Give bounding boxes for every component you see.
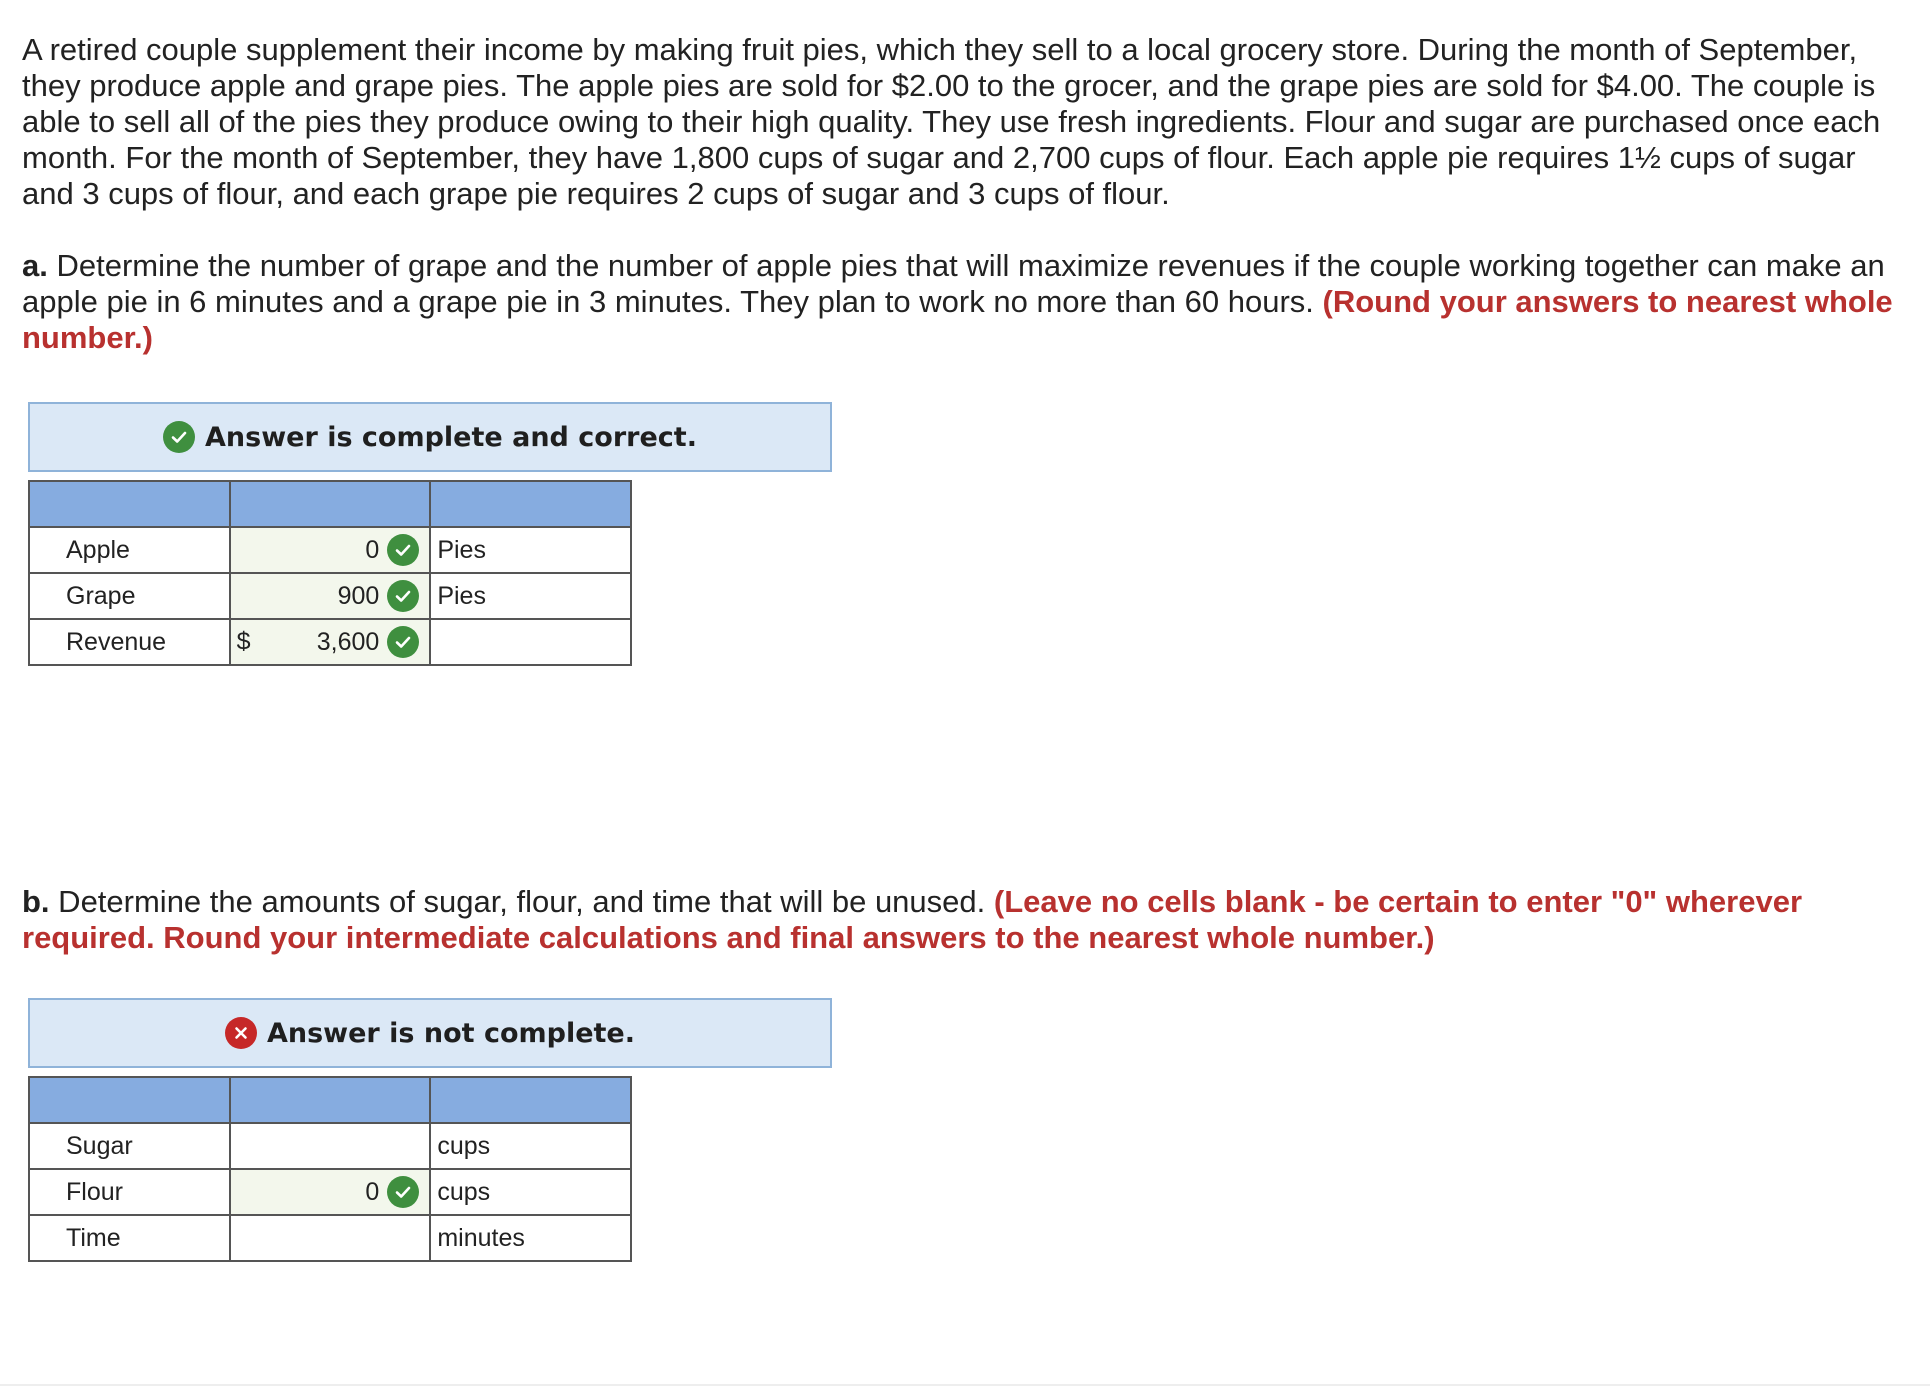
answer-value: 3,600 (316, 627, 380, 656)
check-circle-icon (387, 580, 419, 612)
part-b-instruction: (Leave no cells blank - be certain to enter "0" wherever required. Round your intermediate calculations and final answers to the nearest whole number.) (22, 884, 1803, 955)
check-circle-icon (387, 626, 419, 658)
part-a-prefix: a. (22, 248, 48, 283)
table-row-revenue (29, 619, 631, 665)
table-row-grape (29, 573, 631, 619)
unit-label: cups (430, 1169, 631, 1215)
part-b-prefix: b. (22, 884, 50, 919)
x-circle-icon (225, 1017, 257, 1049)
part-b-question (22, 884, 1912, 956)
table-header-row (29, 1077, 631, 1123)
part-a-answer-table (28, 480, 632, 666)
unit-label: Pies (430, 527, 631, 573)
part-a-banner-text: Answer is complete and correct. (205, 421, 697, 453)
grape-answer-input[interactable] (230, 573, 431, 619)
apple-answer-input[interactable] (230, 527, 431, 573)
unit-label: minutes (430, 1215, 631, 1261)
part-b-text: Determine the amounts of sugar, flour, and time that will be unused. (49, 884, 994, 919)
row-label: Apple (29, 527, 230, 573)
flour-answer-input[interactable] (230, 1169, 431, 1215)
part-a-question (22, 248, 1912, 356)
table-row-apple (29, 527, 631, 573)
unit-label: Pies (430, 573, 631, 619)
check-circle-icon (387, 1176, 419, 1208)
part-a-instruction: (Round your answers to nearest whole number.) (22, 284, 1893, 355)
part-b-result-banner (28, 998, 832, 1068)
currency-symbol: $ (236, 627, 251, 656)
unit-label (430, 619, 631, 665)
row-label: Revenue (29, 619, 230, 665)
part-b-banner-text: Answer is not complete. (266, 1017, 636, 1049)
check-circle-icon (163, 421, 195, 453)
footer-divider (0, 1384, 1930, 1386)
time-answer-input[interactable] (230, 1215, 431, 1261)
answer-value: 0 (365, 535, 380, 564)
part-b-answer-table (28, 1076, 632, 1262)
part-a-text: Determine the number of grape and the number of apple pies that will maximize revenues if the couple working together can make an apple pie in 6 minutes and a grape pie in 3 minutes. They plan to work no more than 60 hours. (22, 248, 1885, 319)
answer-value: 900 (337, 581, 380, 610)
revenue-answer-input[interactable] (230, 619, 431, 665)
table-header-row (29, 481, 631, 527)
problem-intro: A retired couple supplement their income by making fruit pies, which they sell to a local grocery store. During the month of September, they produce apple and grape pies. The apple pies are sold for $2.00 to the grocer, and the grape pies are sold for $4.00. The couple is able to sell all of the pies they produce owing to their high quality. They use fresh ingredients. Flour and sugar are purchased once each month. For the month of September, they have 1,800 cups of sugar and 2,700 cups of flour. Each apple pie requires 1½ cups of sugar and 3 cups of flour, and each grape pie requires 2 cups of sugar and 3 cups of flour. (22, 32, 1881, 211)
row-label: Flour (29, 1169, 230, 1215)
unit-label: cups (430, 1123, 631, 1169)
table-row-time (29, 1215, 631, 1261)
table-row-flour (29, 1169, 631, 1215)
row-label: Time (29, 1215, 230, 1261)
check-circle-icon (387, 534, 419, 566)
row-label: Grape (29, 573, 230, 619)
part-a-result-banner (28, 402, 832, 472)
row-label: Sugar (29, 1123, 230, 1169)
sugar-answer-input[interactable] (230, 1123, 431, 1169)
answer-value: 0 (365, 1177, 380, 1206)
table-row-sugar (29, 1123, 631, 1169)
